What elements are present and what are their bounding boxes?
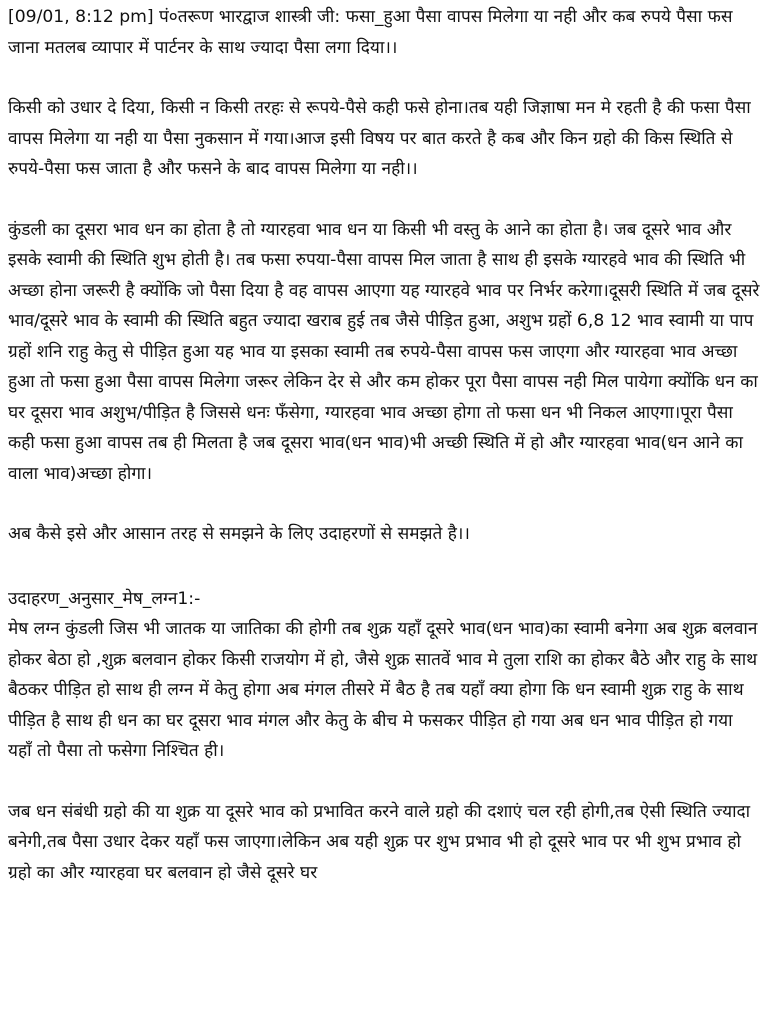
example-heading-and-body [8, 584, 760, 767]
paragraph-dasha: जब धन संबंधी ग्रहो की या शुक्र या दूसरे भाव को प्रभावित करने वाले ग्रहो की दशाएं चल रही होगी,तब ऐसी स्थिति ज्यादा बनेगी,तब पैसा उधार देकर यहाँ फस जाएगा।लेकिन अब यही शुक्र पर शुभ प्रभाव भी हो दूसरे भाव पर भी शुभ प्रभाव हो ग्रहो का और ग्यारहवा घर बलवान हो जैसे दूसरे घर [8, 801, 751, 883]
example-heading: उदाहरण_अनुसार_मेष_लग्न1:- [8, 588, 201, 609]
message-header: [09/01, 8:12 pm] पं०तरूण भारद्वाज शास्त्री जी: फसा_हुआ पैसा वापस मिलेगा या नही और कब रुपये पैसा फस जाना मतलब व्यापार में पार्टनर के साथ ज्यादा पैसा लगा दिया।। [8, 7, 733, 58]
example-body: मेष लग्न कुंडली जिस भी जातक या जातिका की होगी तब शुक्र यहाँ दूसरे भाव(धन भाव)का स्वामी बनेगा अब शुक्र बलवान होकर बेठा हो ,शुक्र बलवान होकर किसी राजयोग में हो, जैसे शुक्र सातवें भाव मे तुला राशि का होकर बैठे और राहु के साथ बैठकर पीड़ित हो साथ ही लग्न में केतु होगा अब मंगल तीसरे में बैठ है तब यहाँ क्या होगा कि धन स्वामी शुक्र राहु के साथ पीड़ित है साथ ही धन का घर दूसरा भाव मंगल और केतु के बीच मे फसकर पीड़ित हो गया अब धन भाव पीड़ित हो गया यहाँ तो पैसा तो फसेगा निश्चित ही। [8, 619, 758, 761]
paragraph-explanation: कुंडली का दूसरा भाव धन का होता है तो ग्यारहवा भाव धन या किसी भी वस्तु के आने का होता है। जब दूसरे भाव और इसके स्वामी की स्थिति शुभ होती है। तब फसा रुपया-पैसा वापस मिल जाता है साथ ही इसके ग्यारहवे भाव की स्थिति भी अच्छा होना जरूरी है क्योंकि जो पैसा दिया है वह वापस आएगा यह ग्यारहवे भाव पर निर्भर करेगा।दूसरी स्थिति में जब दूसरे भाव/दूसरे भाव के स्वामी की स्थिति बहुत ज्यादा खराब हुई तब जैसे पीड़ित हुआ, अशुभ ग्रहों 6,8 12 भाव स्वामी या पाप ग्रहों शनि राहु केतु से पीड़ित हुआ यह भाव या इसका स्वामी तब रुपये-पैसा वापस फस जाएगा और ग्यारहवा भाव अच्छा हुआ तो फसा हुआ पैसा वापस मिलेगा जरूर लेकिन देर से और कम होकर पूरा पैसा वापस नही मिल पायेगा क्योंकि धन का घर दूसरा भाव अशुभ/पीड़ित है जिससे धनः फँसेगा, ग्यारहवा भाव अच्छा होगा तो फसा धन भी निकल आएगा।पूरा पैसा कही फसा हुआ वापस तब ही मिलता है जब दूसरा भाव(धन भाव)भी अच्छी स्थिति में हो और ग्यारहवा भाव(धन आने का वाला भाव)अच्छा होगा। [8, 219, 760, 484]
paragraph-intro: किसी को उधार दे दिया, किसी न किसी तरहः से रूपये-पैसे कही फसे होना।तब यही जिज्ञाषा मन मे रहती है की फसा पैसा वापस मिलेगा या नही या पैसा नुकसान में गया।आज इसी विषय पर बात करते है कब और किन ग्रहो की किस स्थिति से रुपये-पैसा फस जाता है और फसने के बाद वापस मिलेगा या नही।। [8, 98, 751, 179]
paragraph-example-intro: अब कैसे इसे और आसान तरह से समझने के लिए उदाहरणों से समझते है।। [8, 524, 470, 544]
spacer [8, 550, 760, 584]
